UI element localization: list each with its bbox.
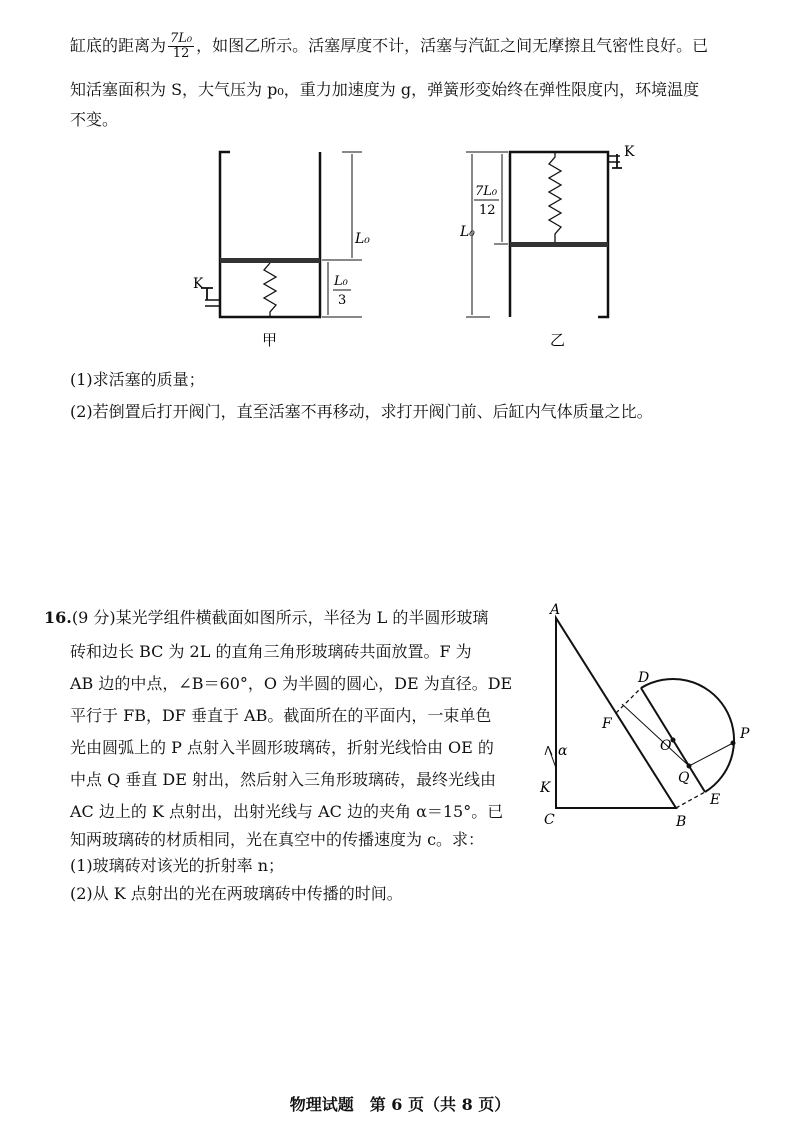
p15-line2: 知活塞面积为 S，大气压为 p₀，重力加速度为 g，弹簧形变始终在弹性限度内，环境温度: [70, 80, 700, 99]
yi-piston: [510, 242, 608, 247]
p15-line1-post: ，如图乙所示。活塞厚度不计，活塞与汽缸之间无摩擦且气密性良好。已: [196, 36, 709, 55]
p15-question2: (2)若倒置后打开阀门，直至活塞不再移动，求打开阀门前、后缸内气体质量之比。: [70, 402, 653, 421]
label-O: O: [660, 738, 672, 754]
label-alpha: α: [558, 743, 568, 759]
yi-frac-num: 7L₀: [475, 184, 498, 199]
jia-frac-num: L₀: [334, 274, 348, 289]
yi-valve-pipe: [608, 156, 620, 162]
label-E: E: [710, 792, 721, 808]
p16-line6: 中点 Q 垂直 DE 射出，然后射入三角形玻璃砖，最终光线由: [70, 770, 496, 789]
p15-fraction-7L0-12: [168, 32, 194, 61]
jia-caption: 甲: [262, 331, 278, 349]
jia-piston: [220, 258, 320, 263]
p16-line8: 知两玻璃砖的材质相同，光在真空中的传播速度为 c。求：: [70, 830, 485, 849]
jia-L0-label: L₀: [355, 231, 370, 247]
label-B: B: [676, 814, 687, 830]
yi-caption: 乙: [550, 331, 566, 349]
yi-spring: [549, 152, 561, 242]
label-C: C: [544, 812, 555, 828]
p15-line3: 不变。: [70, 110, 119, 129]
p16-line2: 砖和边长 BC 为 2L 的直角三角形玻璃砖共面放置。F 为: [70, 642, 472, 661]
fraction-denominator: 12: [172, 46, 190, 61]
label-A: A: [550, 602, 561, 618]
p16-optics-figure: [530, 600, 800, 840]
yi-L0-label: L₀: [460, 224, 475, 240]
p16-line5: 光由圆弧上的 P 点射入半圆形玻璃砖，折射光线恰由 OE 的: [70, 738, 494, 757]
p16-question1: (1)玻璃砖对该光的折射率 n；: [70, 856, 285, 875]
p15-line1: [70, 32, 708, 61]
label-P: P: [740, 726, 750, 742]
p16-line4: 平行于 FB，DF 垂直于 AB。截面所在的平面内，一束单色: [70, 706, 492, 725]
label-Q: Q: [678, 770, 690, 786]
jia-valve-pipe: [205, 300, 220, 306]
jia-spring: [264, 263, 276, 317]
jia-cylinder-wall: [220, 152, 320, 317]
point-P: [731, 741, 736, 746]
yi-valve-label: K: [624, 144, 635, 160]
jia-valve-label: K: [193, 276, 204, 292]
fig-jia: [193, 152, 370, 349]
label-K: K: [540, 780, 551, 796]
label-F: F: [602, 716, 612, 732]
fig-yi: [459, 144, 635, 349]
page-footer: 物理试题 第 6 页（共 8 页）: [289, 1095, 511, 1114]
point-Q: [687, 764, 692, 769]
p15-question1: (1)求活塞的质量；: [70, 370, 205, 389]
p16-line1: [44, 608, 488, 628]
p16-line7: AC 边上的 K 点射出，出射光线与 AC 边的夹角 α＝15°。已: [70, 802, 504, 821]
exit-ray-K: [545, 746, 556, 768]
p16-line1-text: (9 分)某光学组件横截面如图所示，半径为 L 的半圆形玻璃: [71, 608, 489, 627]
dashed-EB: [676, 792, 705, 808]
p16-number: 16.: [44, 608, 72, 627]
jia-frac-den: 3: [338, 293, 347, 308]
p16-question2: (2)从 K 点射出的光在两玻璃砖中传播的时间。: [70, 884, 403, 903]
label-D: D: [638, 670, 650, 686]
yi-cylinder-wall: [510, 152, 608, 317]
p15-figures: [0, 140, 800, 355]
ray-PQ: [689, 743, 733, 766]
p16-line3: AB 边的中点，∠B＝60°，O 为半圆的圆心，DE 为直径。DE: [70, 674, 513, 693]
fraction-numerator: 7L₀: [170, 31, 193, 46]
dashed-DF: [616, 688, 641, 713]
p15-line1-pre: 缸底的距离为: [70, 36, 167, 55]
yi-frac-den: 12: [479, 203, 496, 218]
